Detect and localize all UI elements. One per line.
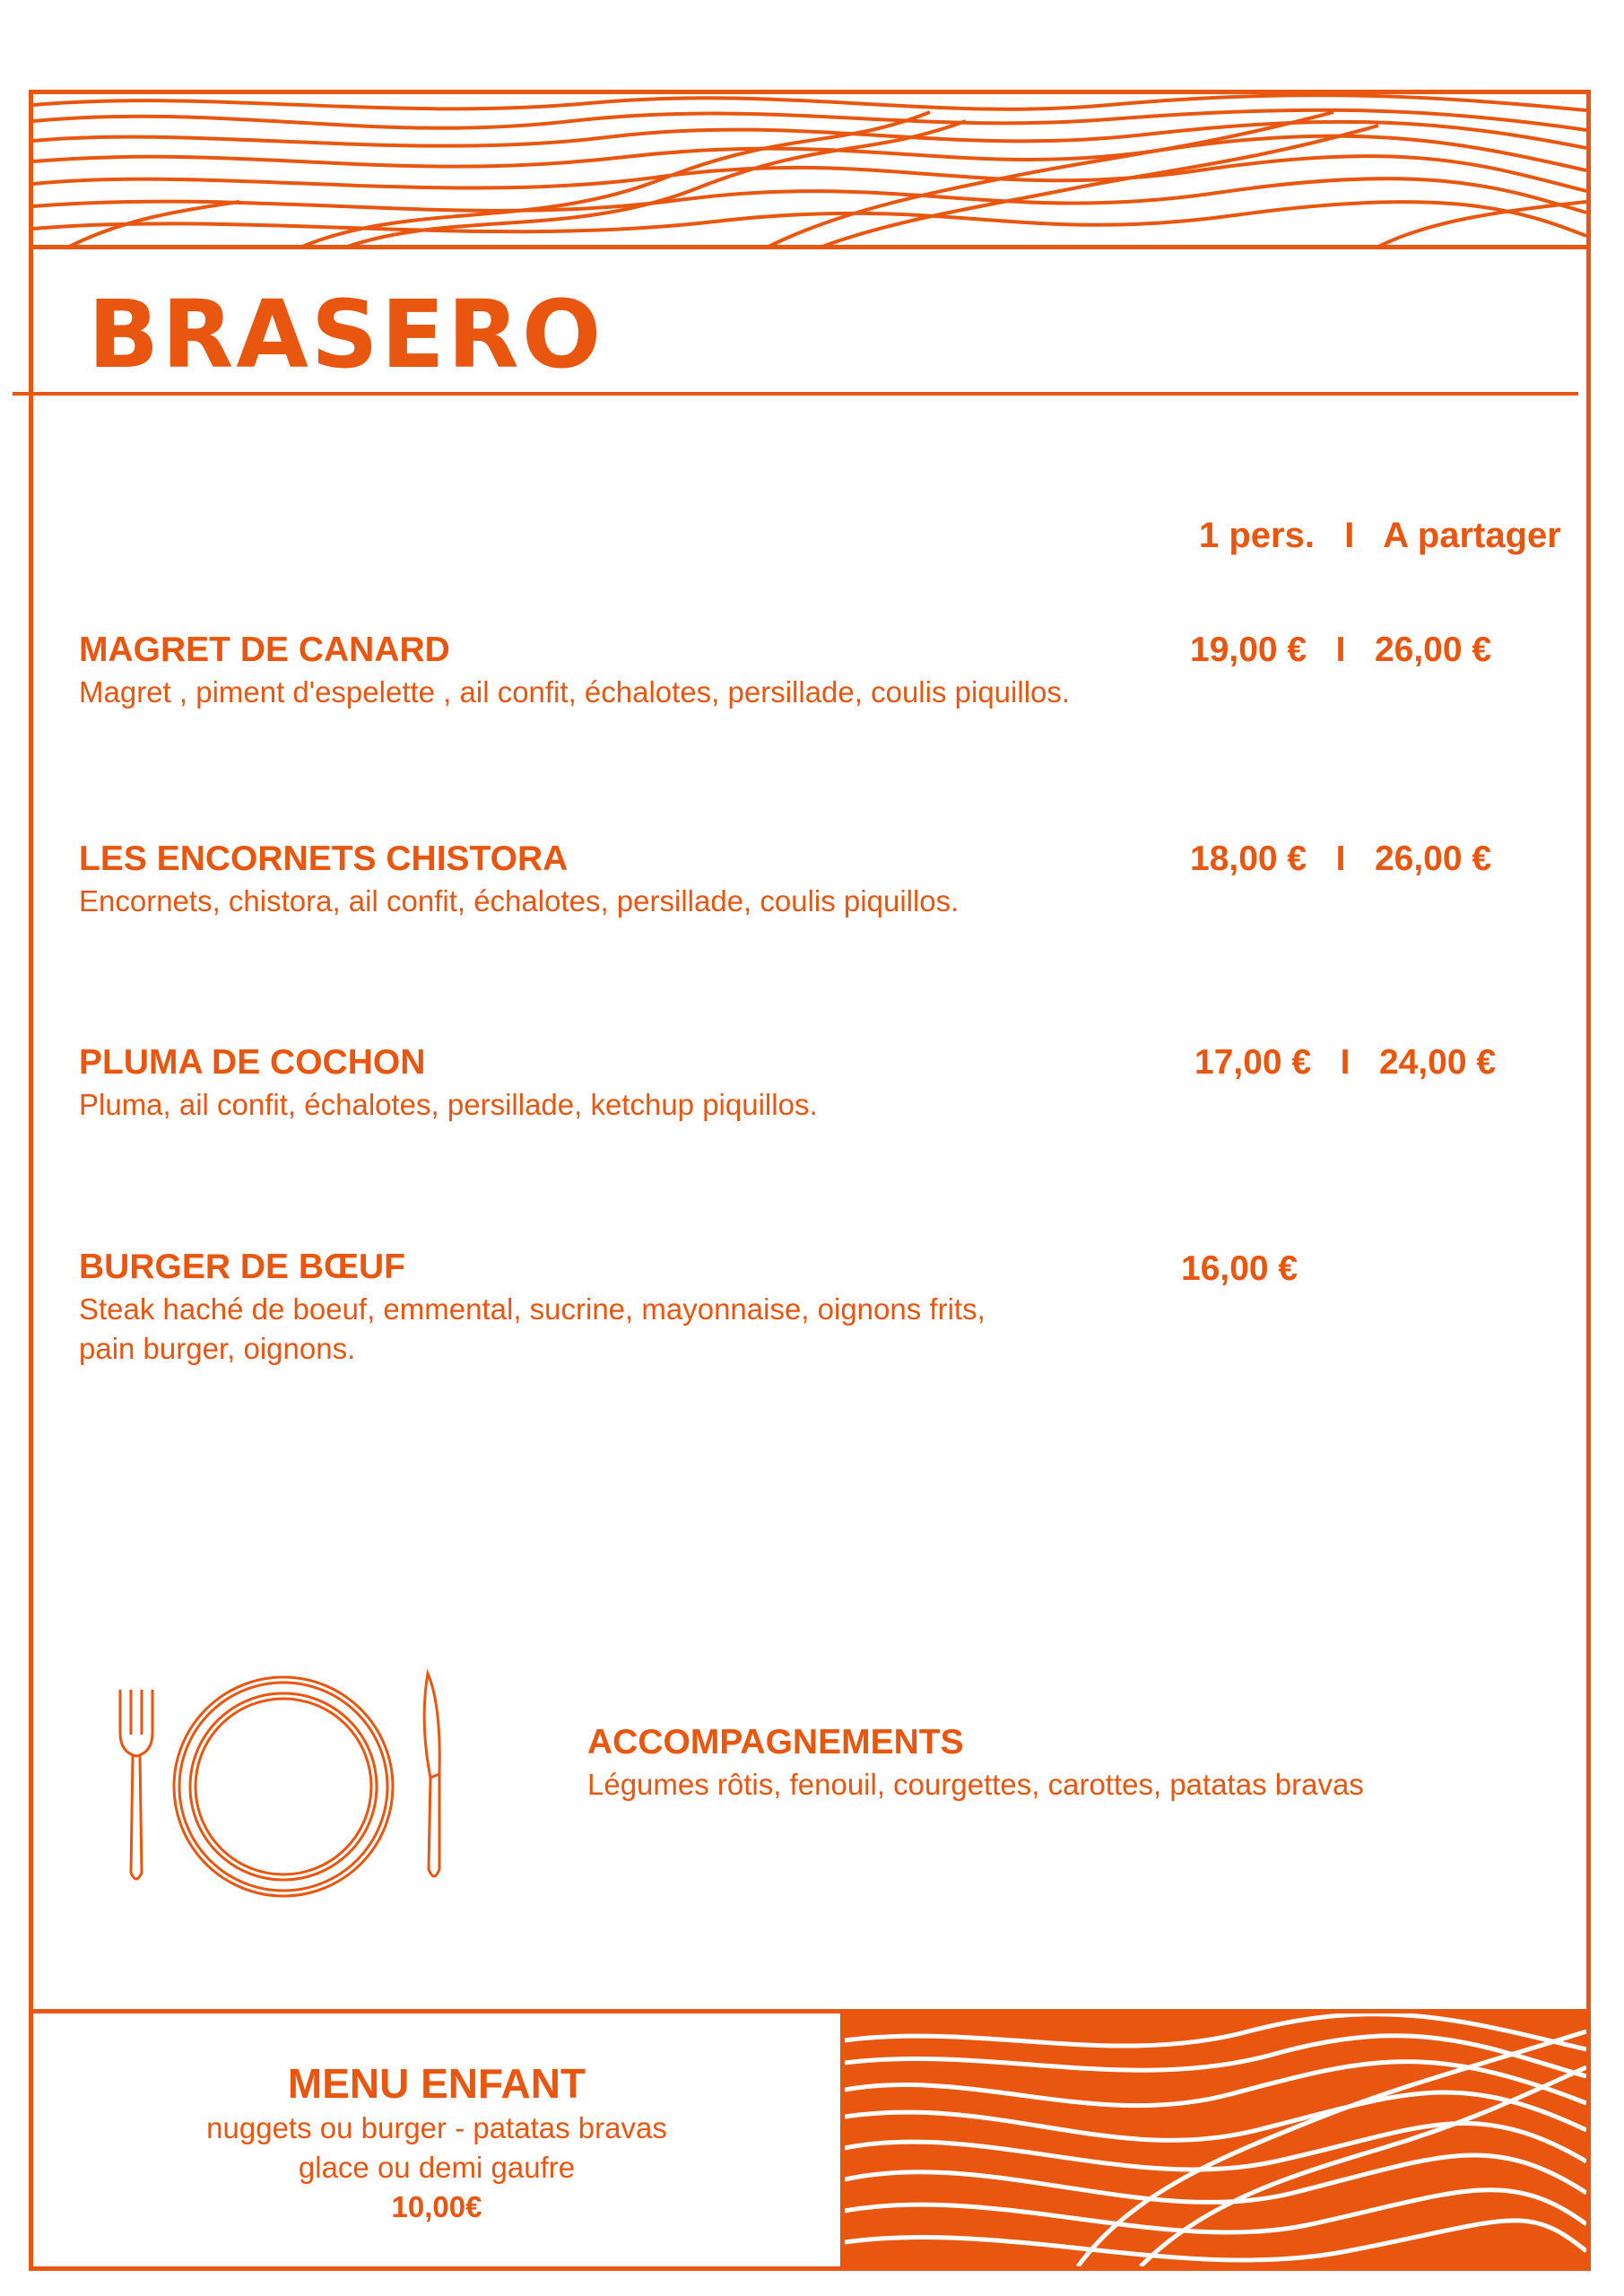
menu-item [79, 837, 1200, 921]
item-price: 19,00 € I 26,00 € [1190, 631, 1492, 669]
title-underline [13, 392, 1578, 396]
item-description: Magret , piment d'espelette , ail confit, échalotes, persillade, coulis piquillos. [79, 675, 1071, 709]
item-name: MAGRET DE CANARD [79, 631, 450, 669]
kids-menu-price: 10,00€ [391, 2190, 482, 2223]
wave-pattern-top [33, 94, 1586, 247]
kids-menu-line: glace ou demi gaufre [298, 2151, 576, 2184]
header-divider [29, 245, 1591, 249]
menu-frame [29, 90, 1591, 2271]
kids-menu [33, 2013, 840, 2266]
menu-item [79, 628, 1200, 712]
sides-description: Légumes rôtis, fenouil, courgettes, carottes, patatas bravas [587, 1768, 1364, 1801]
item-price: 17,00 € I 24,00 € [1194, 1043, 1497, 1082]
item-price: 16,00 € [1181, 1249, 1298, 1288]
wave-pattern-bottom [845, 2013, 1586, 2266]
sides-title: ACCOMPAGNEMENTS [587, 1723, 964, 1761]
item-price: 18,00 € I 26,00 € [1190, 839, 1492, 878]
item-name: PLUMA DE COCHON [79, 1043, 426, 1082]
menu-item [79, 1245, 1200, 1369]
page-title: BRASERO [88, 280, 604, 389]
item-description: pain burger, oignons. [79, 1332, 356, 1365]
menu-item [79, 1040, 1200, 1125]
item-name: BURGER DE BŒUF [79, 1248, 406, 1286]
item-description: Steak haché de boeuf, emmental, sucrine, mayonnaise, oignons frits, [79, 1292, 986, 1326]
plate-icon [174, 1677, 393, 1896]
kids-menu-title: MENU ENFANT [287, 2060, 586, 2107]
price-column-header: 1 pers. I A partager [1199, 516, 1561, 555]
knife-icon [424, 1674, 439, 1876]
item-name: LES ENCORNETS CHISTORA [79, 839, 569, 878]
place-setting-illustration [108, 1668, 457, 1906]
fork-icon [120, 1690, 152, 1879]
kids-menu-line: nuggets ou burger - patatas bravas [206, 2111, 667, 2144]
item-description: Pluma, ail confit, échalotes, persillade, ketchup piquillos. [79, 1088, 818, 1121]
item-description: Encornets, chistora, ail confit, échalotes, persillade, coulis piquillos. [79, 884, 960, 918]
sides-section [587, 1720, 1364, 1805]
